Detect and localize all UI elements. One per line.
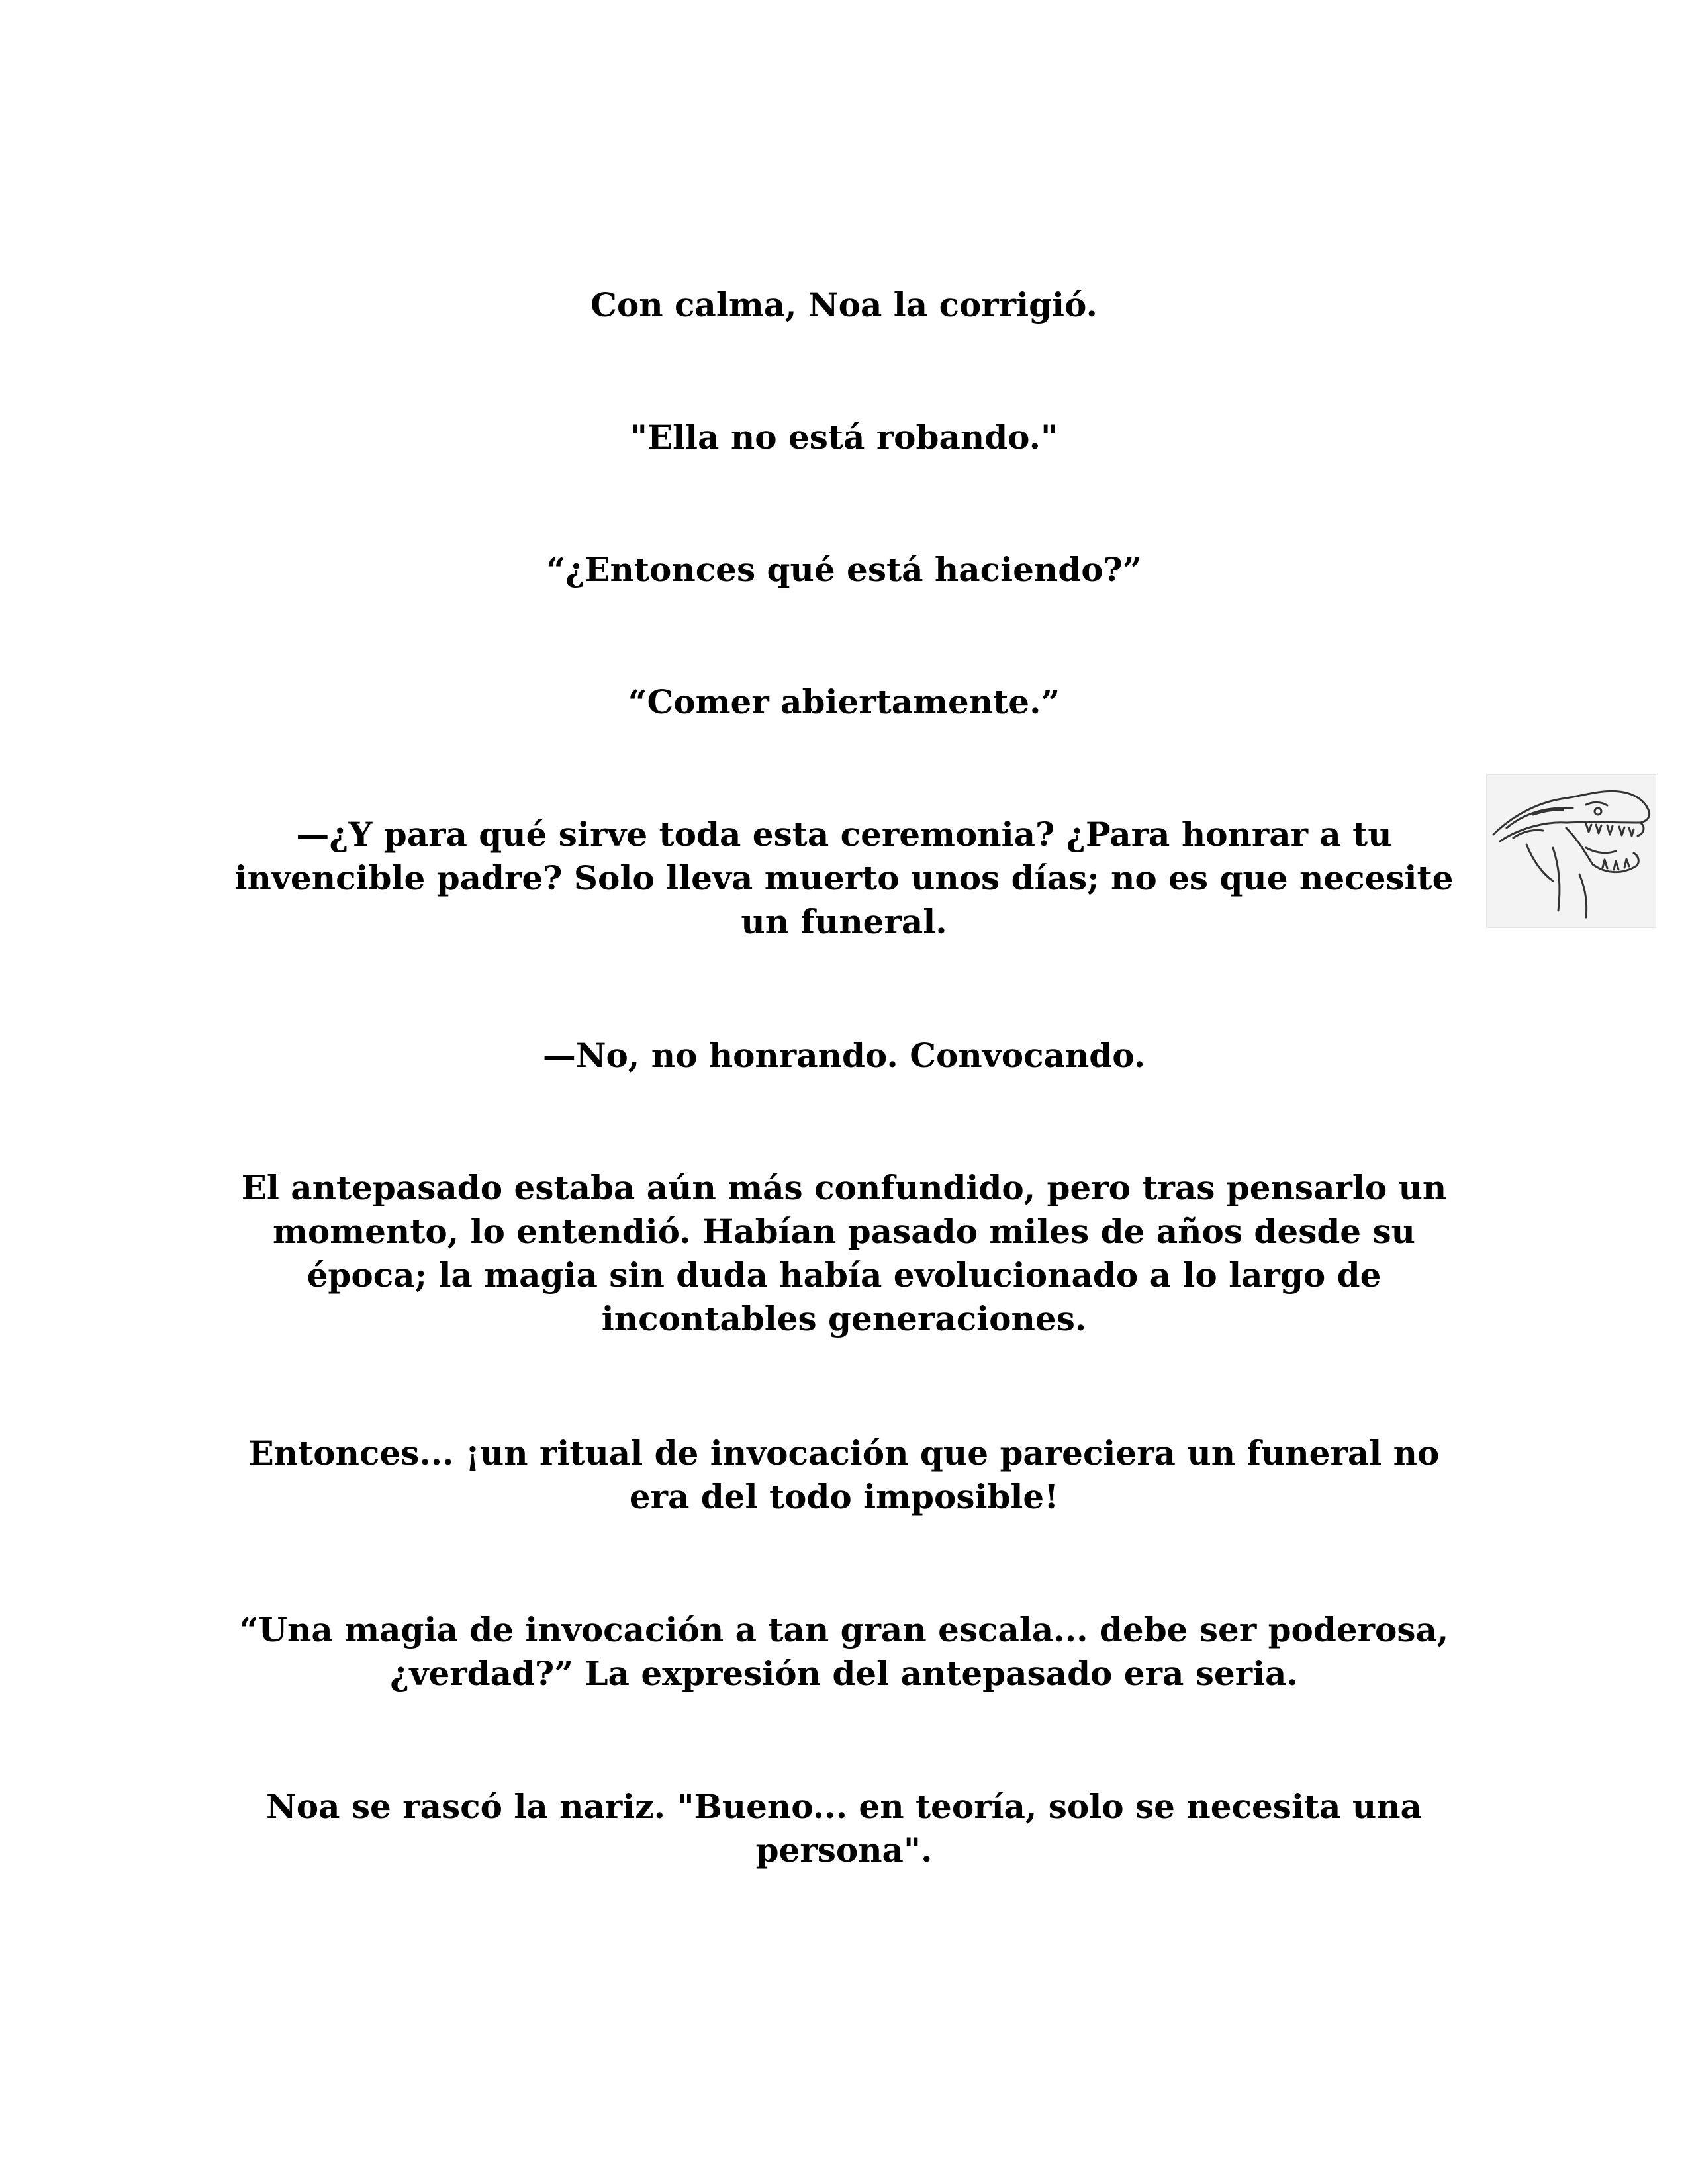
paragraph-3: “¿Entonces qué está haciendo?”: [546, 550, 1142, 589]
paragraph-7: El antepasado estaba aún más confundido, pero tras pensarlo un momento, lo entendió. Habían pasado miles de años desde su época; la magia sin duda había evolucionado a lo largo de incontables generaciones.: [241, 1168, 1447, 1338]
dinosaur-head-sketch-icon: [1486, 774, 1656, 928]
paragraph-1: Con calma, Noa la corrigió.: [590, 285, 1098, 324]
paragraph-2: "Ella no está robando.": [630, 418, 1058, 457]
paragraph-6: —No, no honrando. Convocando.: [542, 1036, 1146, 1075]
paragraph-8: Entonces... ¡un ritual de invocación que pareciera un funeral no era del todo imposible!: [248, 1433, 1440, 1516]
paragraph-10: Noa se rascó la nariz. "Bueno... en teoría, solo se necesita una persona".: [266, 1787, 1422, 1870]
paragraph-4: “Comer abiertamente.”: [628, 682, 1060, 721]
paragraph-9: “Una magia de invocación a tan gran escala... debe ser poderosa, ¿verdad?” La expresión del antepasado era seria.: [239, 1610, 1449, 1693]
paragraph-5: —¿Y para qué sirve toda esta ceremonia? ¿Para honrar a tu invencible padre? Solo lleva muerto unos días; no es que necesite un funeral.: [234, 815, 1454, 941]
